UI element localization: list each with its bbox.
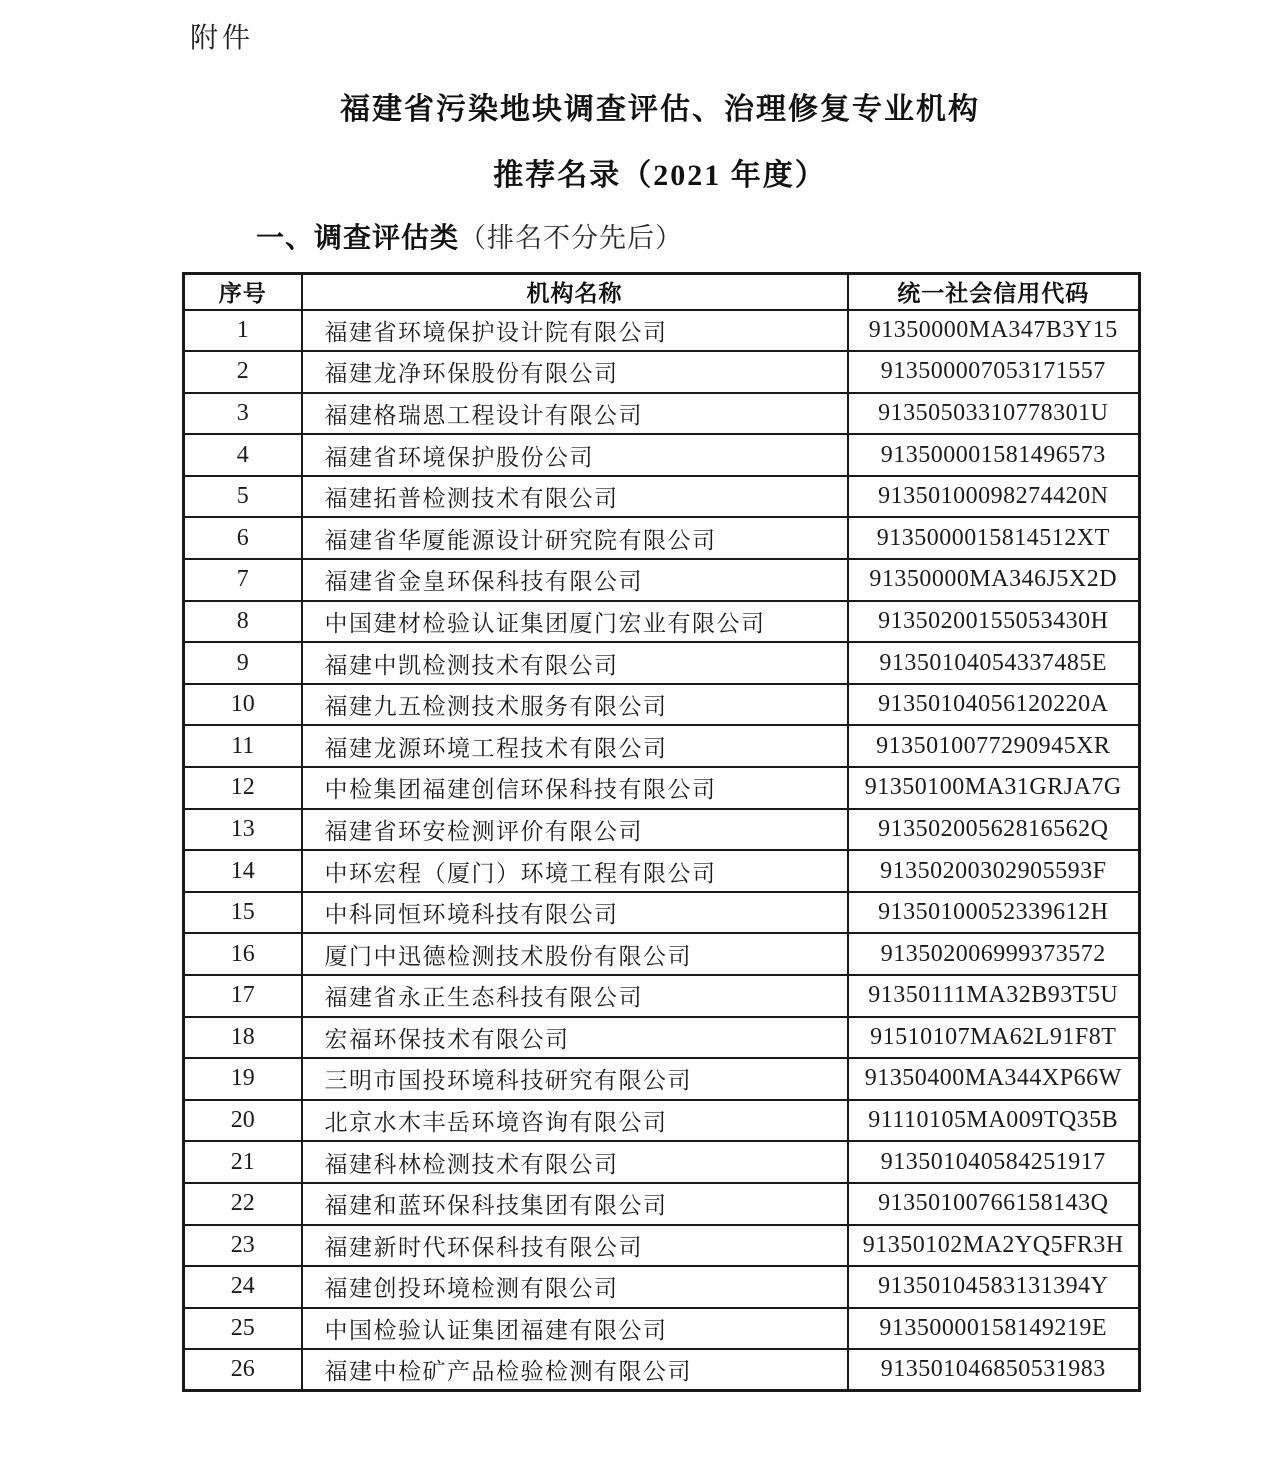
cell-org-name: 福建九五检测技术服务有限公司 bbox=[302, 684, 848, 726]
header-credit-code: 统一社会信用代码 bbox=[848, 274, 1140, 310]
table-row bbox=[184, 850, 1140, 892]
table-row bbox=[184, 975, 1140, 1017]
cell-org-name: 福建和蓝环保科技集团有限公司 bbox=[302, 1183, 848, 1225]
cell-org-name: 厦门中迅德检测技术股份有限公司 bbox=[302, 933, 848, 975]
cell-credit-code: 91350111MA32B93T5U bbox=[848, 975, 1140, 1017]
cell-credit-code: 91350100098274420N bbox=[848, 476, 1140, 518]
header-serial-number: 序号 bbox=[184, 274, 302, 310]
cell-org-name: 北京水木丰岳环境咨询有限公司 bbox=[302, 1100, 848, 1142]
cell-org-name: 福建省永正生态科技有限公司 bbox=[302, 975, 848, 1017]
table-row bbox=[184, 1183, 1140, 1225]
table-row bbox=[184, 684, 1140, 726]
cell-credit-code: 91350503310778301U bbox=[848, 393, 1140, 435]
cell-credit-code: 9135000015814512XT bbox=[848, 517, 1140, 559]
cell-credit-code: 913501040584251917 bbox=[848, 1141, 1140, 1183]
cell-row-number: 10 bbox=[184, 684, 302, 726]
table-row bbox=[184, 1141, 1140, 1183]
cell-org-name: 福建龙源环境工程技术有限公司 bbox=[302, 725, 848, 767]
table-row bbox=[184, 517, 1140, 559]
cell-org-name: 福建龙净环保股份有限公司 bbox=[302, 351, 848, 393]
cell-credit-code: 91350000MA347B3Y15 bbox=[848, 310, 1140, 352]
header-organization-name: 机构名称 bbox=[302, 274, 848, 310]
cell-credit-code: 91350104583131394Y bbox=[848, 1266, 1140, 1308]
cell-row-number: 24 bbox=[184, 1266, 302, 1308]
table-header-row bbox=[184, 274, 1140, 310]
table-row bbox=[184, 1100, 1140, 1142]
table-row bbox=[184, 310, 1140, 352]
table-body bbox=[184, 310, 1140, 1391]
document-title-line2: 推荐名录（2021 年度） bbox=[493, 159, 827, 192]
table-row bbox=[184, 351, 1140, 393]
cell-credit-code: 91350200302905593F bbox=[848, 850, 1140, 892]
section-heading bbox=[256, 216, 683, 256]
cell-row-number: 22 bbox=[184, 1183, 302, 1225]
table-row bbox=[184, 767, 1140, 809]
cell-org-name: 中国建材检验认证集团厦门宏业有限公司 bbox=[302, 601, 848, 643]
cell-row-number: 18 bbox=[184, 1017, 302, 1059]
cell-org-name: 福建省金皇环保科技有限公司 bbox=[302, 559, 848, 601]
cell-credit-code: 91510107MA62L91F8T bbox=[848, 1017, 1140, 1059]
cell-credit-code: 91350000MA346J5X2D bbox=[848, 559, 1140, 601]
cell-credit-code: 9135010077290945XR bbox=[848, 725, 1140, 767]
cell-credit-code: 913500007053171557 bbox=[848, 351, 1140, 393]
table-row bbox=[184, 1266, 1140, 1308]
cell-credit-code: 91350200155053430H bbox=[848, 601, 1140, 643]
table-row bbox=[184, 1349, 1140, 1391]
table-row bbox=[184, 892, 1140, 934]
cell-row-number: 20 bbox=[184, 1100, 302, 1142]
cell-org-name: 福建省环境保护设计院有限公司 bbox=[302, 310, 848, 352]
section-heading-title: 一、调查评估类 bbox=[256, 223, 460, 254]
cell-org-name: 福建中凯检测技术有限公司 bbox=[302, 642, 848, 684]
cell-row-number: 6 bbox=[184, 517, 302, 559]
cell-row-number: 3 bbox=[184, 393, 302, 435]
cell-credit-code: 913500001581496573 bbox=[848, 434, 1140, 476]
cell-row-number: 19 bbox=[184, 1058, 302, 1100]
cell-row-number: 16 bbox=[184, 933, 302, 975]
cell-row-number: 9 bbox=[184, 642, 302, 684]
table-row bbox=[184, 476, 1140, 518]
table-row bbox=[184, 393, 1140, 435]
cell-org-name: 福建拓普检测技术有限公司 bbox=[302, 476, 848, 518]
attachment-label: 附件 bbox=[190, 23, 255, 54]
section-heading-note: （排名不分先后） bbox=[459, 223, 684, 253]
cell-row-number: 26 bbox=[184, 1349, 302, 1391]
cell-org-name: 福建新时代环保科技有限公司 bbox=[302, 1225, 848, 1267]
cell-org-name: 中国检验认证集团福建有限公司 bbox=[302, 1308, 848, 1350]
cell-org-name: 福建创投环境检测有限公司 bbox=[302, 1266, 848, 1308]
cell-row-number: 14 bbox=[184, 850, 302, 892]
table-row bbox=[184, 642, 1140, 684]
cell-row-number: 2 bbox=[184, 351, 302, 393]
table-row bbox=[184, 809, 1140, 851]
cell-row-number: 11 bbox=[184, 725, 302, 767]
table-row bbox=[184, 1058, 1140, 1100]
table-row bbox=[184, 725, 1140, 767]
cell-credit-code: 91350100052339612H bbox=[848, 892, 1140, 934]
cell-org-name: 中环宏程（厦门）环境工程有限公司 bbox=[302, 850, 848, 892]
cell-credit-code: 91110105MA009TQ35B bbox=[848, 1100, 1140, 1142]
cell-org-name: 福建格瑞恩工程设计有限公司 bbox=[302, 393, 848, 435]
cell-row-number: 12 bbox=[184, 767, 302, 809]
table-row bbox=[184, 434, 1140, 476]
cell-credit-code: 913502006999373572 bbox=[848, 933, 1140, 975]
cell-row-number: 23 bbox=[184, 1225, 302, 1267]
table-row bbox=[184, 933, 1140, 975]
cell-org-name: 福建省环安检测评价有限公司 bbox=[302, 809, 848, 851]
cell-org-name: 福建中检矿产品检验检测有限公司 bbox=[302, 1349, 848, 1391]
table-row bbox=[184, 601, 1140, 643]
cell-row-number: 4 bbox=[184, 434, 302, 476]
cell-org-name: 福建省环境保护股份公司 bbox=[302, 434, 848, 476]
cell-credit-code: 91350100MA31GRJA7G bbox=[848, 767, 1140, 809]
cell-credit-code: 91350104054337485E bbox=[848, 642, 1140, 684]
cell-row-number: 5 bbox=[184, 476, 302, 518]
cell-credit-code: 91350400MA344XP66W bbox=[848, 1058, 1140, 1100]
cell-row-number: 7 bbox=[184, 559, 302, 601]
table-row bbox=[184, 1225, 1140, 1267]
cell-org-name: 宏福环保技术有限公司 bbox=[302, 1017, 848, 1059]
cell-org-name: 三明市国投环境科技研究有限公司 bbox=[302, 1058, 848, 1100]
cell-row-number: 8 bbox=[184, 601, 302, 643]
cell-org-name: 中科同恒环境科技有限公司 bbox=[302, 892, 848, 934]
cell-org-name: 福建省华厦能源设计研究院有限公司 bbox=[302, 517, 848, 559]
organizations-table bbox=[182, 272, 1141, 1392]
cell-credit-code: 91350200562816562Q bbox=[848, 809, 1140, 851]
cell-row-number: 1 bbox=[184, 310, 302, 352]
cell-credit-code: 91350104056120220A bbox=[848, 684, 1140, 726]
cell-credit-code: 91350102MA2YQ5FR3H bbox=[848, 1225, 1140, 1267]
cell-credit-code: 91350100766158143Q bbox=[848, 1183, 1140, 1225]
table-row bbox=[184, 559, 1140, 601]
cell-row-number: 17 bbox=[184, 975, 302, 1017]
cell-row-number: 21 bbox=[184, 1141, 302, 1183]
cell-org-name: 中检集团福建创信环保科技有限公司 bbox=[302, 767, 848, 809]
table-row bbox=[184, 1308, 1140, 1350]
cell-row-number: 13 bbox=[184, 809, 302, 851]
cell-credit-code: 91350000158149219E bbox=[848, 1308, 1140, 1350]
document-title-line1: 福建省污染地块调查评估、治理修复专业机构 bbox=[340, 93, 980, 126]
cell-row-number: 15 bbox=[184, 892, 302, 934]
cell-credit-code: 913501046850531983 bbox=[848, 1349, 1140, 1391]
table-row bbox=[184, 1017, 1140, 1059]
cell-org-name: 福建科林检测技术有限公司 bbox=[302, 1141, 848, 1183]
cell-row-number: 25 bbox=[184, 1308, 302, 1350]
